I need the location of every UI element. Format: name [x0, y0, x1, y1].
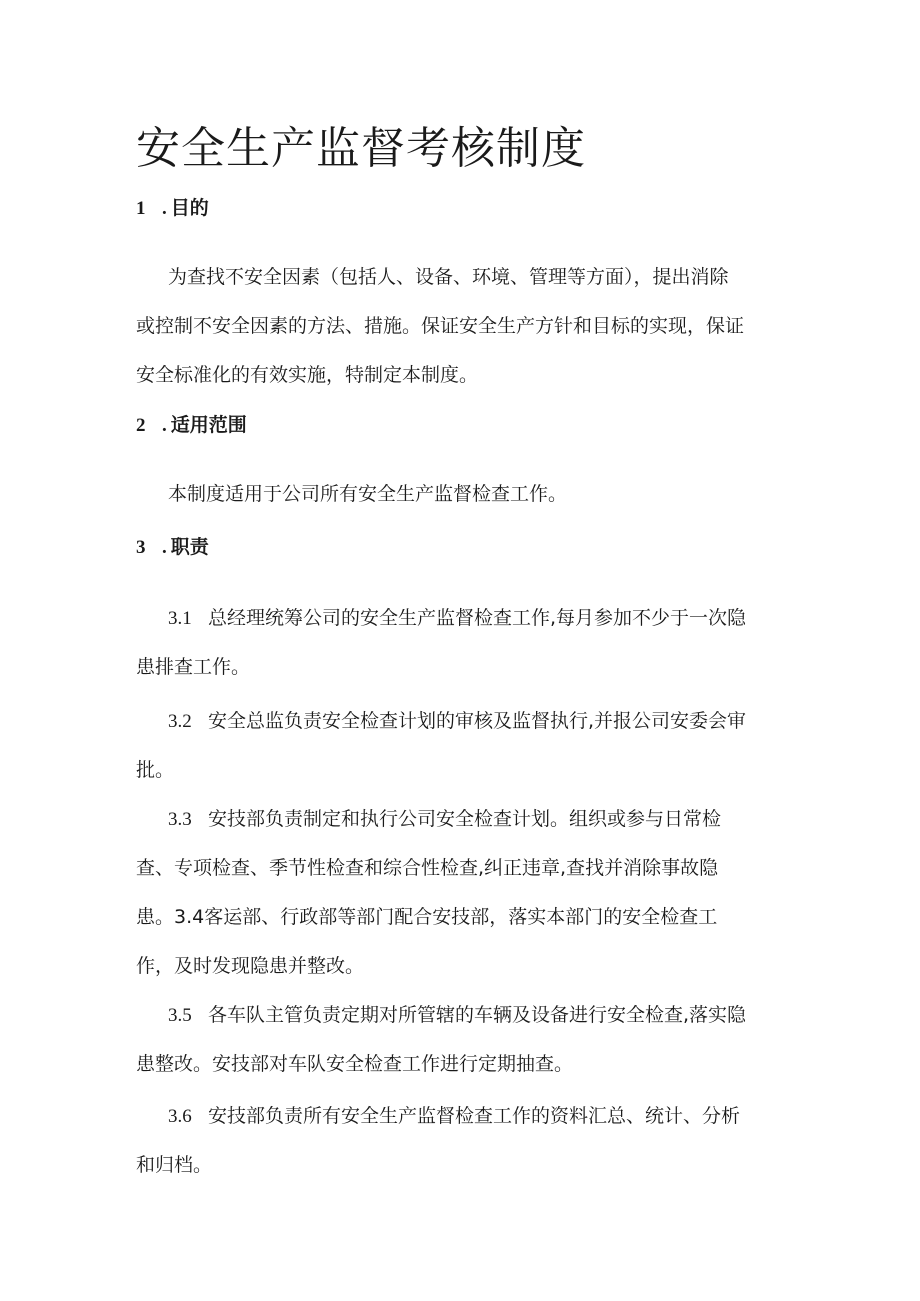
clause-3-5-line: 3.5 各车队主管负责定期对所管辖的车辆及设备进行安全检查,落实隐: [168, 1004, 747, 1026]
section-number: 1: [136, 198, 146, 219]
clause-3-6-line: 3.6 安技部负责所有安全生产监督检查工作的资料汇总、统计、分析: [168, 1105, 741, 1127]
section-number: 3: [136, 537, 146, 558]
section-title: 适用范围: [170, 414, 247, 436]
clause-3-1-line: 3.1 总经理统筹公司的安全生产监督检查工作,每月参加不少于一次隐: [168, 607, 747, 629]
document-title: 安全生产监督考核制度: [136, 123, 586, 174]
section-number: 2: [136, 415, 146, 436]
clause-number: 3.1: [168, 608, 192, 629]
paragraph-line: 批。: [136, 759, 175, 781]
paragraph-line: 安全标准化的有效实施，特制定本制度。: [136, 364, 479, 386]
clause-3-2-line: 3.2 安全总监负责安全检查计划的审核及监督执行,并报公司安委会审: [168, 710, 747, 732]
paragraph-line: 或控制不安全因素的方法、措施。保证安全生产方针和目标的实现，保证: [136, 315, 745, 337]
clause-number: 3.3: [168, 809, 192, 830]
clause-3-3-line: 3.3 安技部负责制定和执行公司安全检查计划。组织或参与日常检: [168, 808, 722, 830]
section-heading-3: 3 . 职责: [136, 536, 209, 558]
paragraph-line: 作，及时发现隐患并整改。: [136, 955, 365, 977]
paragraph-line: 患排查工作。: [136, 656, 251, 678]
paragraph-line: 和归档。: [136, 1154, 213, 1176]
paragraph-line: 查、专项检查、季节性检查和综合性检查,纠正违章,查找并消除事故隐: [136, 857, 719, 879]
section-heading-2: 2 . 适用范围: [136, 414, 247, 436]
paragraph-line: 患。3.4客运部、行政部等部门配合安技部，落实本部门的安全检查工: [136, 906, 718, 928]
paragraph-line: 本制度适用于公司所有安全生产监督检查工作。: [168, 483, 568, 505]
section-title: 目的: [170, 197, 209, 219]
section-title: 职责: [170, 536, 209, 558]
section-heading-1: 1 . 目的: [136, 197, 209, 219]
clause-number: 3.5: [168, 1005, 192, 1026]
paragraph-line: 为查找不安全因素（包括人、设备、环境、管理等方面），提出消除: [168, 266, 729, 288]
clause-number: 3.2: [168, 711, 192, 732]
paragraph-line: 患整改。安技部对车队安全检查工作进行定期抽查。: [136, 1053, 574, 1075]
clause-number: 3.6: [168, 1106, 192, 1127]
